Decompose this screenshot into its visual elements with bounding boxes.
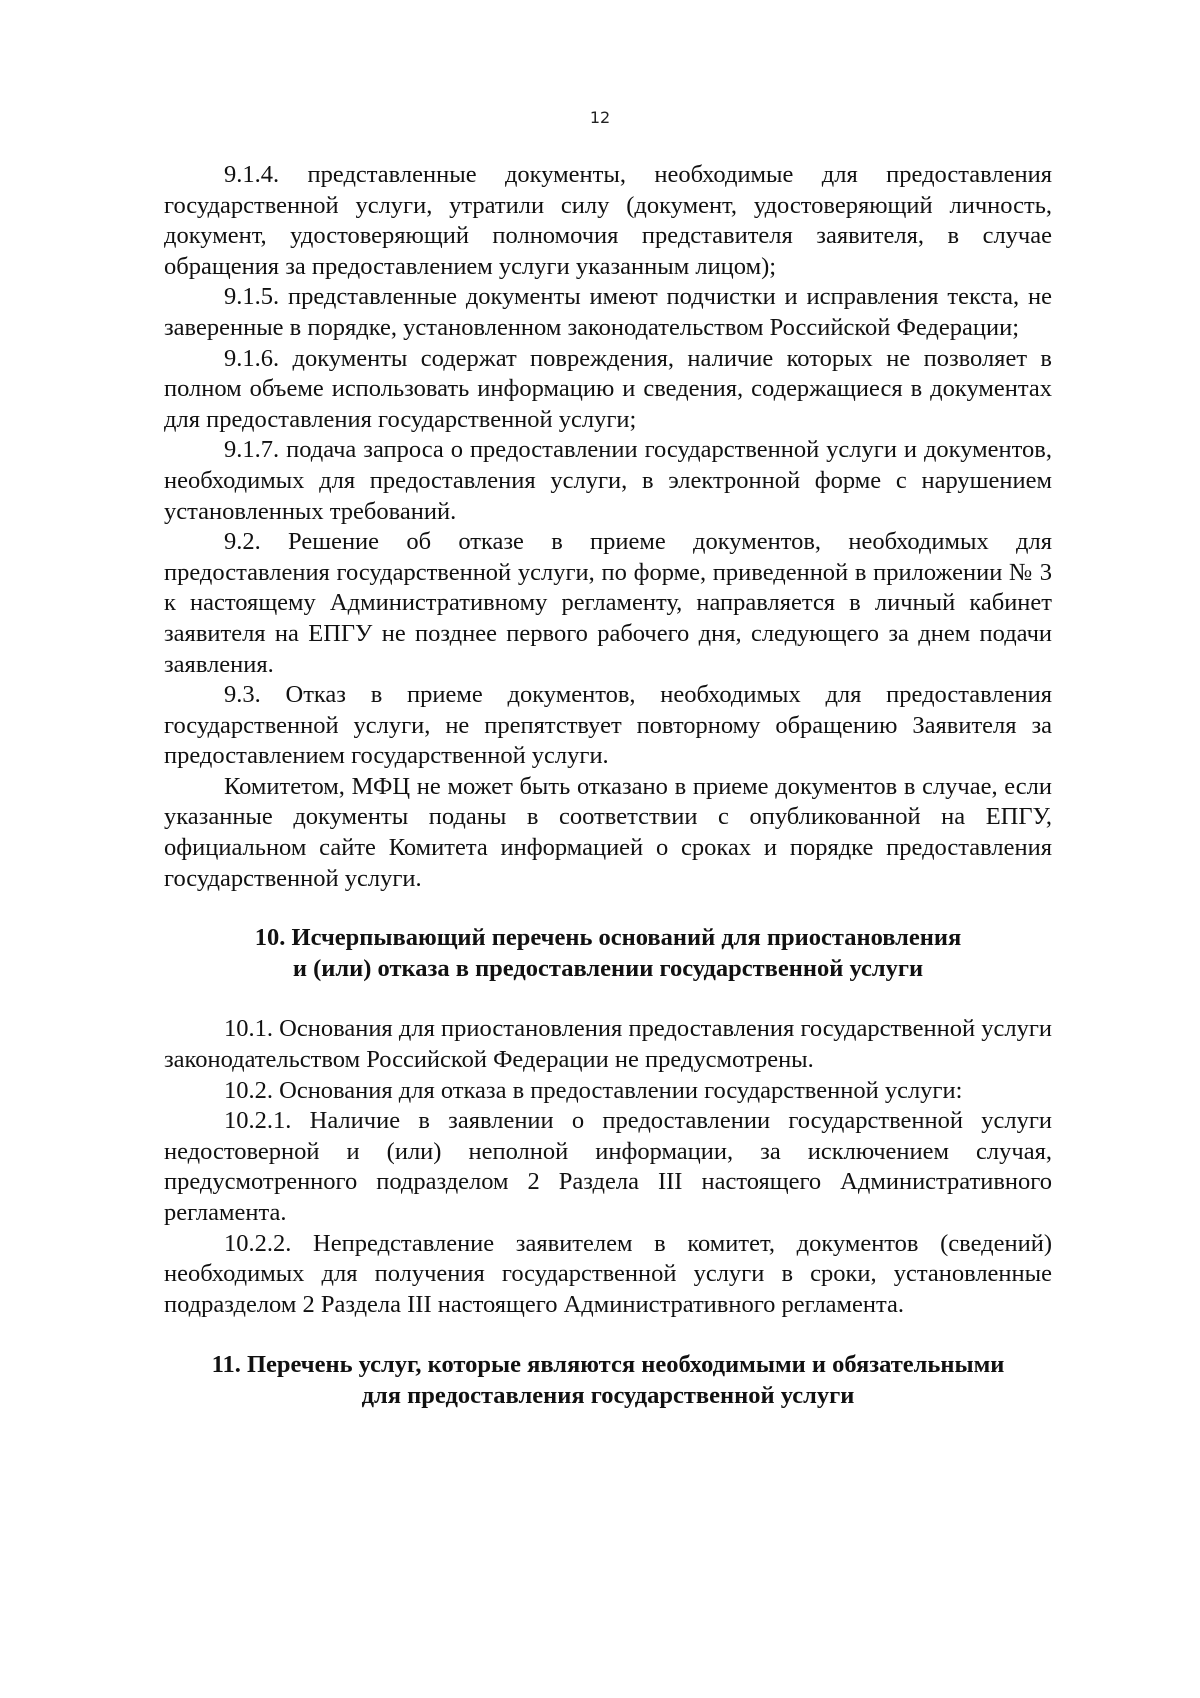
page-number: 12 [589, 108, 611, 127]
paragraph-9-2: 9.2. Решение об отказе в приеме документов, необходимых для предоставления государственной услуги, по форме, приведенной в приложении № 3 к настоящему Административному регламенту, направляется в личный кабинет заявителя на ЕПГУ не позднее первого рабочего дня, следующего за днем подачи заявления. [164, 528, 1052, 678]
section-heading-10-line-2: и (или) отказа в предоставлении государственной услуги [292, 954, 924, 982]
paragraph-9-1-4: 9.1.4. представленные документы, необходимые для предоставления государственной услуги, утратили силу (документ, удостоверяющий личность, документ, удостоверяющий полномочия представителя заявителя, в случае обращения за предоставлением услуги указанным лицом); [164, 161, 1052, 280]
spacer [164, 1320, 1052, 1350]
section-heading-10 [164, 923, 1052, 984]
paragraph-9-1-5: 9.1.5. представленные документы имеют подчистки и исправления текста, не заверенные в порядке, установленном законодательством Российской Федерации; [164, 283, 1052, 341]
paragraph-10-1: 10.1. Основания для приостановления предоставления государственной услуги законодательством Российской Федерации не предусмотрены. [164, 1015, 1052, 1074]
paragraph-10-2: 10.2. Основания для отказа в предоставлении государственной услуги: [224, 1076, 963, 1104]
section-heading-11 [164, 1350, 1052, 1411]
paragraph-9-3: 9.3. Отказ в приеме документов, необходимых для предоставления государственной услуги, не препятствует повторному обращению Заявителя за предоставлением государственной услуги. [164, 681, 1052, 770]
paragraph-10-2-1: 10.2.1. Наличие в заявлении о предоставлении государственной услуги недостоверной и (или) неполной информации, за исключением случая, предусмотренного подразделом 2 Раздела III настоящего Административного регламента. [164, 1107, 1052, 1226]
paragraph-9-1-7: 9.1.7. подача запроса о предоставлении государственной услуги и документов, необходимых для предоставления услуги, в электронной форме с нарушением установленных требований. [164, 436, 1052, 525]
section-heading-10-line-1: 10. Исчерпывающий перечень оснований для приостановления [254, 924, 962, 952]
paragraph-committee-mfc: Комитетом, МФЦ не может быть отказано в приеме документов в случае, если указанные документы поданы в соответствии с опубликованной на ЕПГУ, официальном сайте Комитета информацией о сроках и порядке предоставления государственной услуги. [164, 772, 1052, 892]
spacer [164, 894, 1052, 923]
spacer [164, 984, 1052, 1014]
section-heading-11-line-2: для предоставления государственной услуги [361, 1381, 855, 1409]
paragraph-9-1-6: 9.1.6. документы содержат повреждения, наличие которых не позволяет в полном объеме использовать информацию и сведения, содержащиеся в документах для предоставления государственной услуги; [164, 344, 1052, 433]
section-heading-11-line-1: 11. Перечень услуг, которые являются необходимыми и обязательными [211, 1351, 1005, 1379]
document-body [164, 160, 1052, 1412]
paragraph-10-2-2: 10.2.2. Непредставление заявителем в комитет, документов (сведений) необходимых для получения государственной услуги в сроки, установленные подразделом 2 Раздела III настоящего Административного регламента. [164, 1229, 1052, 1318]
